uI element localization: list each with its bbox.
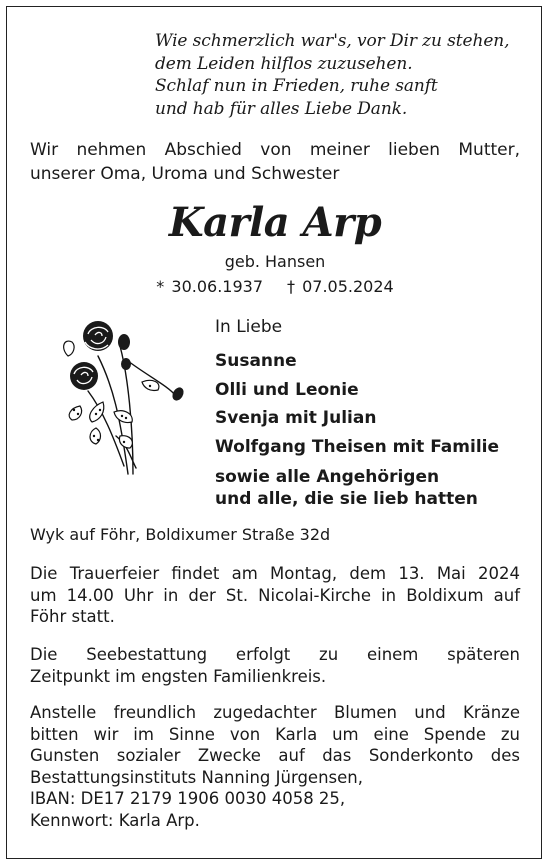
poem-line: und hab für alles Liebe Dank. [155,98,408,119]
deceased-name: Karla Arp [168,199,382,246]
notice-line: Die Seebestattung erfolgt zu einem späteren [30,645,520,664]
notice-line: Föhr statt. [30,607,115,626]
notice-line: Bestattungsinstituts Nanning Jürgensen, [30,767,363,787]
burial-notice [30,644,520,687]
poem-line: dem Leiden hilflos zuzusehen. [155,53,413,74]
mourner-name: Wolfgang Theisen mit Familie [215,436,500,457]
notice-line: Die Trauerfeier findet am Montag, dem 13. Mai 2024 [30,564,520,583]
mourners-closing: und alle, die sie lieb hatten [215,489,478,509]
poem-line: Wie schmerzlich war's, vor Dir zu stehen, [155,31,510,51]
mourners-closing: sowie alle Angehörigen [215,467,440,487]
poem [155,30,509,120]
life-dates [0,277,550,296]
mourner-name: Olli und Leonie [215,379,359,400]
intro-text [30,138,520,186]
notice-line: Kennwort: Karla Arp. [30,810,200,830]
poem-line: Schlaf nun in Frieden, ruhe sanft [155,76,438,96]
death-date: † 07.05.2024 [287,277,394,296]
donation-notice [30,702,520,831]
intro-line: unserer Oma, Uroma und Schwester [30,164,340,184]
address: Wyk auf Föhr, Boldixumer Straße 32d [30,525,331,544]
intro-line: Wir nehmen Abschied von meiner lieben Mutter, [30,140,520,160]
birth-date: * 30.06.1937 [156,277,263,296]
mourner-name: Svenja mit Julian [215,408,377,428]
funeral-notice [30,563,520,628]
notice-line: Zeitpunkt im engsten Familienkreis. [30,666,327,686]
notice-line: Anstelle freundlich zugedachter Blumen und Kränze [30,703,520,722]
maiden-name: geb. Hansen [224,252,326,271]
mourners-heading: In Liebe [215,317,283,337]
iban-line: IBAN: DE17 2179 1906 0030 4058 25, [30,789,346,808]
notice-line: um 14.00 Uhr in der St. Nicolai-Kirche in Boldixum auf [30,585,520,605]
mourners-list [215,316,499,510]
rose-icon [58,316,210,476]
notice-line: bitten wir im Sinne von Karla um eine Spende zu [30,724,520,744]
notice-line: Gunsten sozialer Zwecke auf das Sonderkonto des [30,746,520,765]
mourner-name: Susanne [215,351,297,371]
